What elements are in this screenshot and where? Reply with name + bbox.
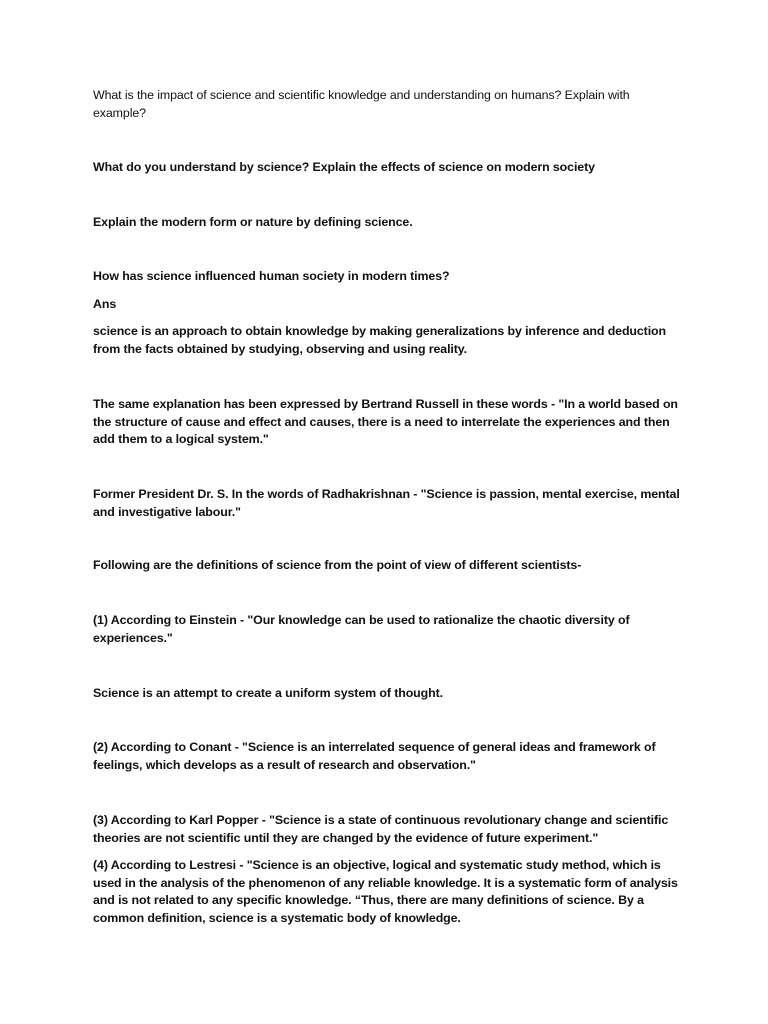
- question-science-influence: How has science influenced human society in modern times?: [93, 269, 450, 283]
- definitions-intro-paragraph: Following are the definitions of science from the point of view of different scientists-: [93, 558, 582, 572]
- answer-definition-paragraph: science is an approach to obtain knowledge by making generalizations by inference and deduction from the facts obtained by studying, observing and using reality.: [93, 324, 666, 356]
- popper-definition-paragraph: (3) According to Karl Popper - "Science is a state of continuous revolutionary change and scientific theories are not scientific until they are changed by the evidence of future experiment.": [93, 813, 669, 845]
- einstein-definition-paragraph: (1) According to Einstein - "Our knowledge can be used to rationalize the chaotic diversity of experiences.": [93, 613, 630, 645]
- radhakrishnan-quote-paragraph: Former President Dr. S. In the words of Radhakrishnan - "Science is passion, mental exercise, mental and investigative labour.": [93, 487, 680, 519]
- lestresi-definition-paragraph: (4) According to Lestresi - "Science is an objective, logical and systematic study method, which is used in the analysis of the phenomenon of any reliable knowledge. It is a systematic form of analysis and is not related to any specific knowledge. “Thus, there are many definitions of science. By a common definition, science is a systematic body of knowledge.: [93, 858, 678, 925]
- answer-label: Ans: [93, 297, 117, 311]
- russell-quote-paragraph: The same explanation has been expressed by Bertrand Russell in these words - "In a world based on the structure of cause and effect and causes, there is a need to interrelate the experiences and then add them to a logical system.": [93, 397, 678, 447]
- question-impact-of-science: What is the impact of science and scientific knowledge and understanding on humans? Explain with example?: [93, 88, 630, 120]
- question-modern-form: Explain the modern form or nature by defining science.: [93, 215, 413, 229]
- uniform-system-paragraph: Science is an attempt to create a uniform system of thought.: [93, 686, 443, 700]
- conant-definition-paragraph: (2) According to Conant - "Science is an interrelated sequence of general ideas and framework of feelings, which develops as a result of research and observation.": [93, 740, 656, 772]
- question-understand-science: What do you understand by science? Explain the effects of science on modern society: [93, 160, 595, 174]
